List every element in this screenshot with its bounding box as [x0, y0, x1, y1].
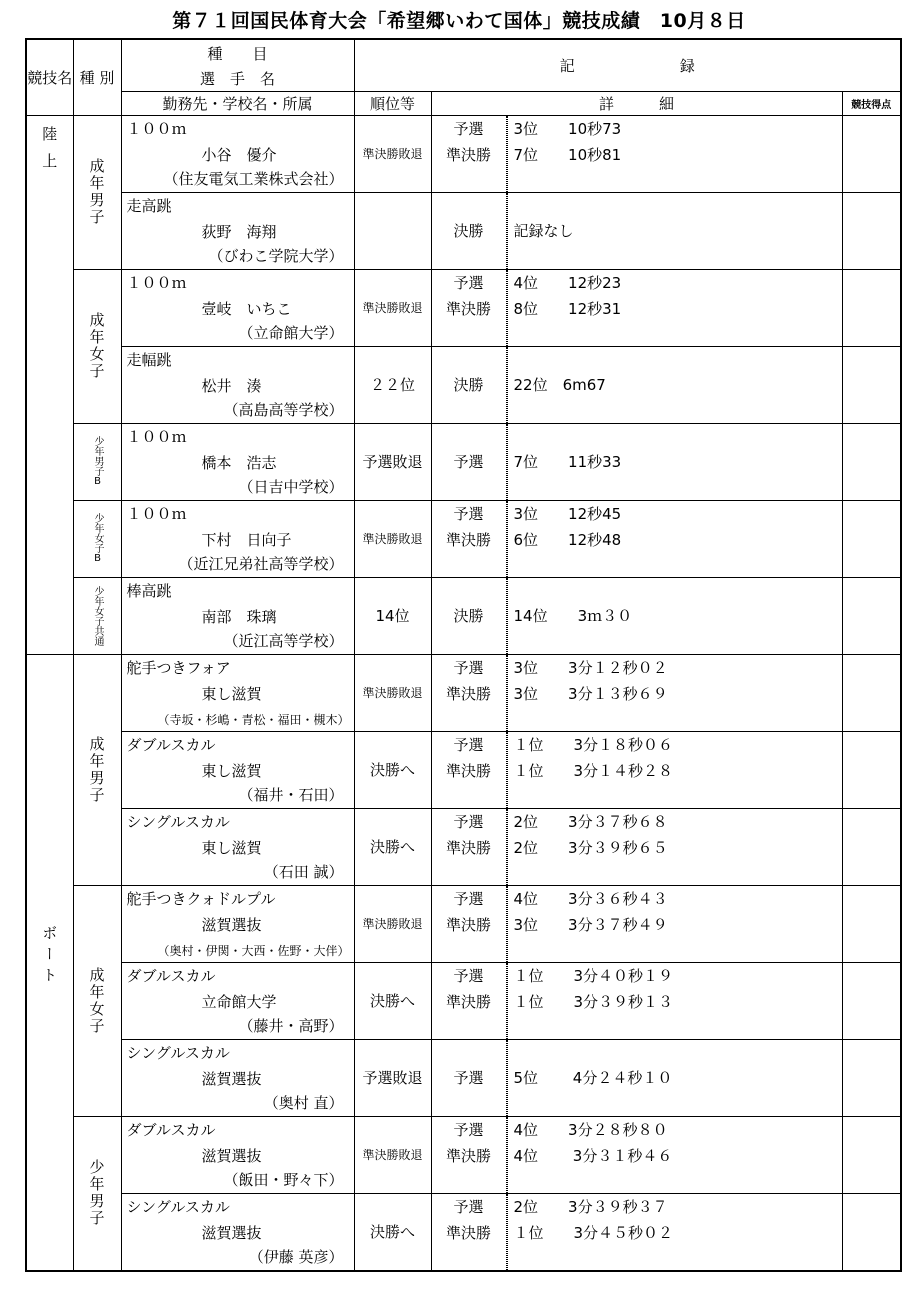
rank-cell: 決勝へ	[354, 962, 431, 1039]
detail-result: 2位 3分３９秒６５	[513, 838, 668, 857]
athlete-affiliation: （寺坂・杉嶋・青松・福田・槻木）	[157, 712, 350, 727]
round-label: 準決勝	[445, 530, 491, 549]
round-label: 予選	[453, 1120, 484, 1139]
category-name	[73, 1116, 121, 1271]
event-cell	[121, 885, 354, 962]
detail-cell	[506, 731, 842, 808]
round-label: 予選	[453, 889, 484, 908]
category-label: 少年男子	[87, 1159, 106, 1227]
header-event-line1: 種 目	[207, 45, 268, 63]
result-row	[26, 1193, 901, 1271]
athlete-name: 滋賀選抜	[201, 1146, 262, 1165]
category-label: 成年女子	[87, 966, 106, 1035]
round-label: 準決勝	[445, 992, 491, 1011]
round-cell	[431, 423, 506, 500]
athlete-affiliation: （びわこ学院大学）	[208, 246, 344, 265]
points-cell	[842, 962, 901, 1039]
round-cell	[431, 731, 506, 808]
points-cell	[842, 269, 901, 346]
detail-cell	[506, 192, 842, 269]
round-cell	[431, 962, 506, 1039]
detail-result: 4位 3分３１秒４６	[513, 1146, 673, 1165]
category-label: 成年女子	[87, 312, 106, 380]
round-label: 予選	[453, 452, 484, 471]
athlete-name: 荻野 海翔	[201, 222, 277, 241]
event-cell	[121, 731, 354, 808]
event-name: １００ｍ	[126, 273, 187, 292]
event-cell	[121, 346, 354, 423]
event-name: 走幅跳	[126, 350, 172, 369]
event-cell	[121, 1039, 354, 1116]
detail-result: １位 3分４５秒０２	[513, 1223, 674, 1242]
detail-result: 記録なし	[513, 221, 574, 240]
detail-result: １位 3分１４秒２８	[513, 761, 674, 780]
detail-result: 8位 12秒31	[513, 299, 622, 318]
event-cell	[121, 1193, 354, 1271]
category-name	[73, 577, 121, 654]
round-label: 予選	[453, 119, 484, 138]
athlete-affiliation: （近江兄弟社高等学校）	[178, 554, 344, 573]
event-name: ダブルスカル	[126, 735, 216, 754]
category-label: 成年男子	[87, 158, 106, 226]
category-name	[73, 423, 121, 500]
category-name	[73, 654, 121, 885]
detail-cell	[506, 1116, 842, 1193]
detail-cell	[506, 500, 842, 577]
athlete-name: 南部 珠璃	[201, 607, 277, 626]
event-cell	[121, 962, 354, 1039]
round-label: 決勝	[453, 375, 484, 394]
sport-label: ボート	[40, 924, 59, 988]
points-cell	[842, 577, 901, 654]
sport-name	[26, 115, 73, 654]
round-label: 準決勝	[445, 1146, 491, 1165]
round-cell	[431, 1116, 506, 1193]
rank-cell: 準決勝敗退	[354, 269, 431, 346]
detail-cell	[506, 269, 842, 346]
round-label: 予選	[453, 966, 484, 985]
athlete-name: 壹岐 いちこ	[201, 299, 292, 318]
rank-cell: 準決勝敗退	[354, 1116, 431, 1193]
round-cell	[431, 654, 506, 731]
rank-cell	[354, 192, 431, 269]
category-label: 少年女子共通	[92, 585, 103, 646]
athlete-affiliation: （福井・石田）	[238, 785, 344, 804]
points-cell	[842, 500, 901, 577]
event-name: 舵手つきクォドルプル	[126, 889, 276, 908]
detail-result: 7位 11秒33	[513, 452, 622, 471]
round-label: 予選	[453, 812, 484, 831]
event-cell	[121, 808, 354, 885]
page-title: 第７１回国民体育大会「希望郷いわて国体」競技成績 10月８日	[172, 10, 746, 32]
athlete-affiliation: （奥村 直）	[263, 1093, 344, 1112]
rank-cell: 準決勝敗退	[354, 115, 431, 192]
round-label: 予選	[453, 1197, 484, 1216]
detail-result: 3位 3分１３秒６９	[513, 684, 668, 703]
athlete-affiliation: （奥村・伊関・大西・佐野・大伴）	[157, 943, 350, 958]
athlete-name: 松井 湊	[201, 376, 262, 395]
event-cell	[121, 500, 354, 577]
athlete-affiliation: （立命館大学）	[238, 323, 344, 342]
header-rank: 順位等	[354, 91, 431, 115]
detail-result: 3位 10秒73	[513, 119, 622, 138]
athlete-name: 滋賀選抜	[201, 1069, 262, 1088]
category-name	[73, 885, 121, 1116]
header-sport: 競技名	[26, 39, 73, 115]
category-name	[73, 115, 121, 269]
result-row	[26, 1039, 901, 1116]
category-label: 少年男子B	[92, 436, 103, 487]
result-row	[26, 1116, 901, 1193]
detail-result: １位 3分３９秒１３	[513, 992, 674, 1011]
sport-name	[26, 654, 73, 1271]
athlete-name: 小谷 優介	[201, 145, 277, 164]
detail-result: 7位 10秒81	[513, 145, 622, 164]
detail-cell	[506, 808, 842, 885]
result-row	[26, 654, 901, 731]
event-cell	[121, 654, 354, 731]
round-label: 準決勝	[445, 1223, 491, 1242]
result-row	[26, 192, 901, 269]
round-cell	[431, 115, 506, 192]
detail-cell	[506, 1193, 842, 1271]
rank-cell: 準決勝敗退	[354, 654, 431, 731]
detail-result: 22位 6m67	[513, 375, 606, 394]
round-label: 予選	[453, 735, 484, 754]
athlete-name: 滋賀選抜	[201, 915, 262, 934]
header-event-line3: 勤務先・学校名・所属	[121, 91, 354, 115]
detail-cell	[506, 346, 842, 423]
points-cell	[842, 1193, 901, 1271]
result-row	[26, 269, 901, 346]
rank-cell: 決勝へ	[354, 1193, 431, 1271]
sport-label: 陸上	[40, 125, 59, 180]
event-name: 走高跳	[126, 196, 172, 215]
result-row	[26, 808, 901, 885]
points-cell	[842, 885, 901, 962]
event-cell	[121, 577, 354, 654]
event-name: 棒高跳	[126, 581, 172, 600]
result-row	[26, 423, 901, 500]
round-label: 準決勝	[445, 684, 491, 703]
detail-result: 2位 3分３７秒６８	[513, 812, 668, 831]
points-cell	[842, 192, 901, 269]
round-label: 準決勝	[445, 761, 491, 780]
points-cell	[842, 808, 901, 885]
category-name	[73, 269, 121, 423]
round-cell	[431, 808, 506, 885]
athlete-name: 下村 日向子	[201, 530, 292, 549]
rank-cell: 決勝へ	[354, 731, 431, 808]
athlete-affiliation: （飯田・野々下）	[223, 1170, 344, 1189]
event-cell	[121, 1116, 354, 1193]
detail-result: 4位 3分２８秒８０	[513, 1120, 668, 1139]
category-name	[73, 500, 121, 577]
event-cell	[121, 192, 354, 269]
round-label: 準決勝	[445, 145, 491, 164]
result-row	[26, 577, 901, 654]
round-label: 準決勝	[445, 838, 491, 857]
round-label: 予選	[453, 273, 484, 292]
athlete-affiliation: （住友電気工業株式会社）	[163, 169, 344, 188]
event-name: シングルスカル	[126, 1043, 230, 1062]
rank-cell: 準決勝敗退	[354, 885, 431, 962]
points-cell	[842, 346, 901, 423]
points-cell	[842, 1116, 901, 1193]
detail-cell	[506, 962, 842, 1039]
round-label: 予選	[453, 504, 484, 523]
round-cell	[431, 192, 506, 269]
round-cell	[431, 577, 506, 654]
event-name: ダブルスカル	[126, 1120, 216, 1139]
round-label: 予選	[453, 1068, 484, 1087]
event-name: １００ｍ	[126, 427, 187, 446]
detail-result: 5位 4分２４秒１０	[513, 1068, 673, 1087]
result-row	[26, 346, 901, 423]
round-label: 準決勝	[445, 915, 491, 934]
event-cell	[121, 423, 354, 500]
points-cell	[842, 115, 901, 192]
round-label: 予選	[453, 658, 484, 677]
rank-cell: 決勝へ	[354, 808, 431, 885]
athlete-name: 滋賀選抜	[201, 1223, 262, 1242]
rank-cell: 予選敗退	[354, 1039, 431, 1116]
result-row	[26, 962, 901, 1039]
header-row-2	[26, 91, 901, 115]
round-cell	[431, 346, 506, 423]
athlete-affiliation: （伊藤 英彦）	[248, 1247, 344, 1266]
event-name: シングルスカル	[126, 812, 230, 831]
athlete-name: 東し滋賀	[201, 761, 262, 780]
event-name: １００ｍ	[126, 119, 187, 138]
rank-cell: 予選敗退	[354, 423, 431, 500]
event-name: シングルスカル	[126, 1197, 230, 1216]
detail-result: １位 3分４０秒１９	[513, 966, 674, 985]
detail-cell	[506, 423, 842, 500]
round-cell	[431, 1193, 506, 1271]
detail-cell	[506, 654, 842, 731]
round-label: 準決勝	[445, 299, 491, 318]
round-cell	[431, 885, 506, 962]
round-cell	[431, 500, 506, 577]
rank-cell: 準決勝敗退	[354, 500, 431, 577]
header-points: 競技得点	[842, 91, 901, 115]
athlete-affiliation: （近江高等学校）	[223, 631, 344, 650]
header-detail: 詳 細	[431, 91, 842, 115]
category-label: 少年女子B	[92, 513, 103, 564]
category-label: 成年男子	[87, 735, 106, 804]
header-event	[121, 39, 354, 91]
event-name: 舵手つきフォア	[126, 658, 231, 677]
detail-result: 3位 3分３７秒４９	[513, 915, 668, 934]
event-name: １００ｍ	[126, 504, 187, 523]
points-cell	[842, 1039, 901, 1116]
result-row	[26, 731, 901, 808]
round-label: 決勝	[453, 606, 484, 625]
detail-cell	[506, 1039, 842, 1116]
detail-result: 3位 3分１２秒０２	[513, 658, 668, 677]
header-event-line2: 選 手 名	[199, 70, 275, 88]
athlete-name: 橋本 浩志	[201, 453, 277, 472]
result-row	[26, 500, 901, 577]
rank-cell: 14位	[354, 577, 431, 654]
detail-result: 3位 12秒45	[513, 504, 622, 523]
detail-result: 2位 3分３９秒３７	[513, 1197, 668, 1216]
detail-result: 4位 12秒23	[513, 273, 622, 292]
points-cell	[842, 654, 901, 731]
detail-cell	[506, 115, 842, 192]
detail-result: 4位 3分３６秒４３	[513, 889, 668, 908]
athlete-affiliation: （石田 誠）	[263, 862, 344, 881]
athlete-affiliation: （日吉中学校）	[238, 477, 344, 496]
header-row-1	[26, 39, 901, 91]
event-cell	[121, 115, 354, 192]
round-cell	[431, 1039, 506, 1116]
points-cell	[842, 731, 901, 808]
results-table	[25, 38, 902, 1272]
athlete-affiliation: （藤井・高野）	[238, 1016, 344, 1035]
detail-cell	[506, 577, 842, 654]
result-row	[26, 885, 901, 962]
athlete-name: 東し滋賀	[201, 684, 262, 703]
event-cell	[121, 269, 354, 346]
round-label: 決勝	[453, 221, 484, 240]
header-record: 記 録	[354, 39, 901, 91]
result-row	[26, 115, 901, 192]
athlete-name: 立命館大学	[201, 992, 277, 1011]
detail-result: 6位 12秒48	[513, 530, 622, 549]
points-cell	[842, 423, 901, 500]
rank-cell: ２２位	[354, 346, 431, 423]
header-category: 種 別	[73, 39, 121, 115]
athlete-affiliation: （高島高等学校）	[223, 400, 344, 419]
detail-result: １位 3分１８秒０６	[513, 735, 674, 754]
event-name: ダブルスカル	[126, 966, 216, 985]
athlete-name: 東し滋賀	[201, 838, 262, 857]
detail-cell	[506, 885, 842, 962]
detail-result: 14位 3ｍ３０	[513, 606, 633, 625]
round-cell	[431, 269, 506, 346]
